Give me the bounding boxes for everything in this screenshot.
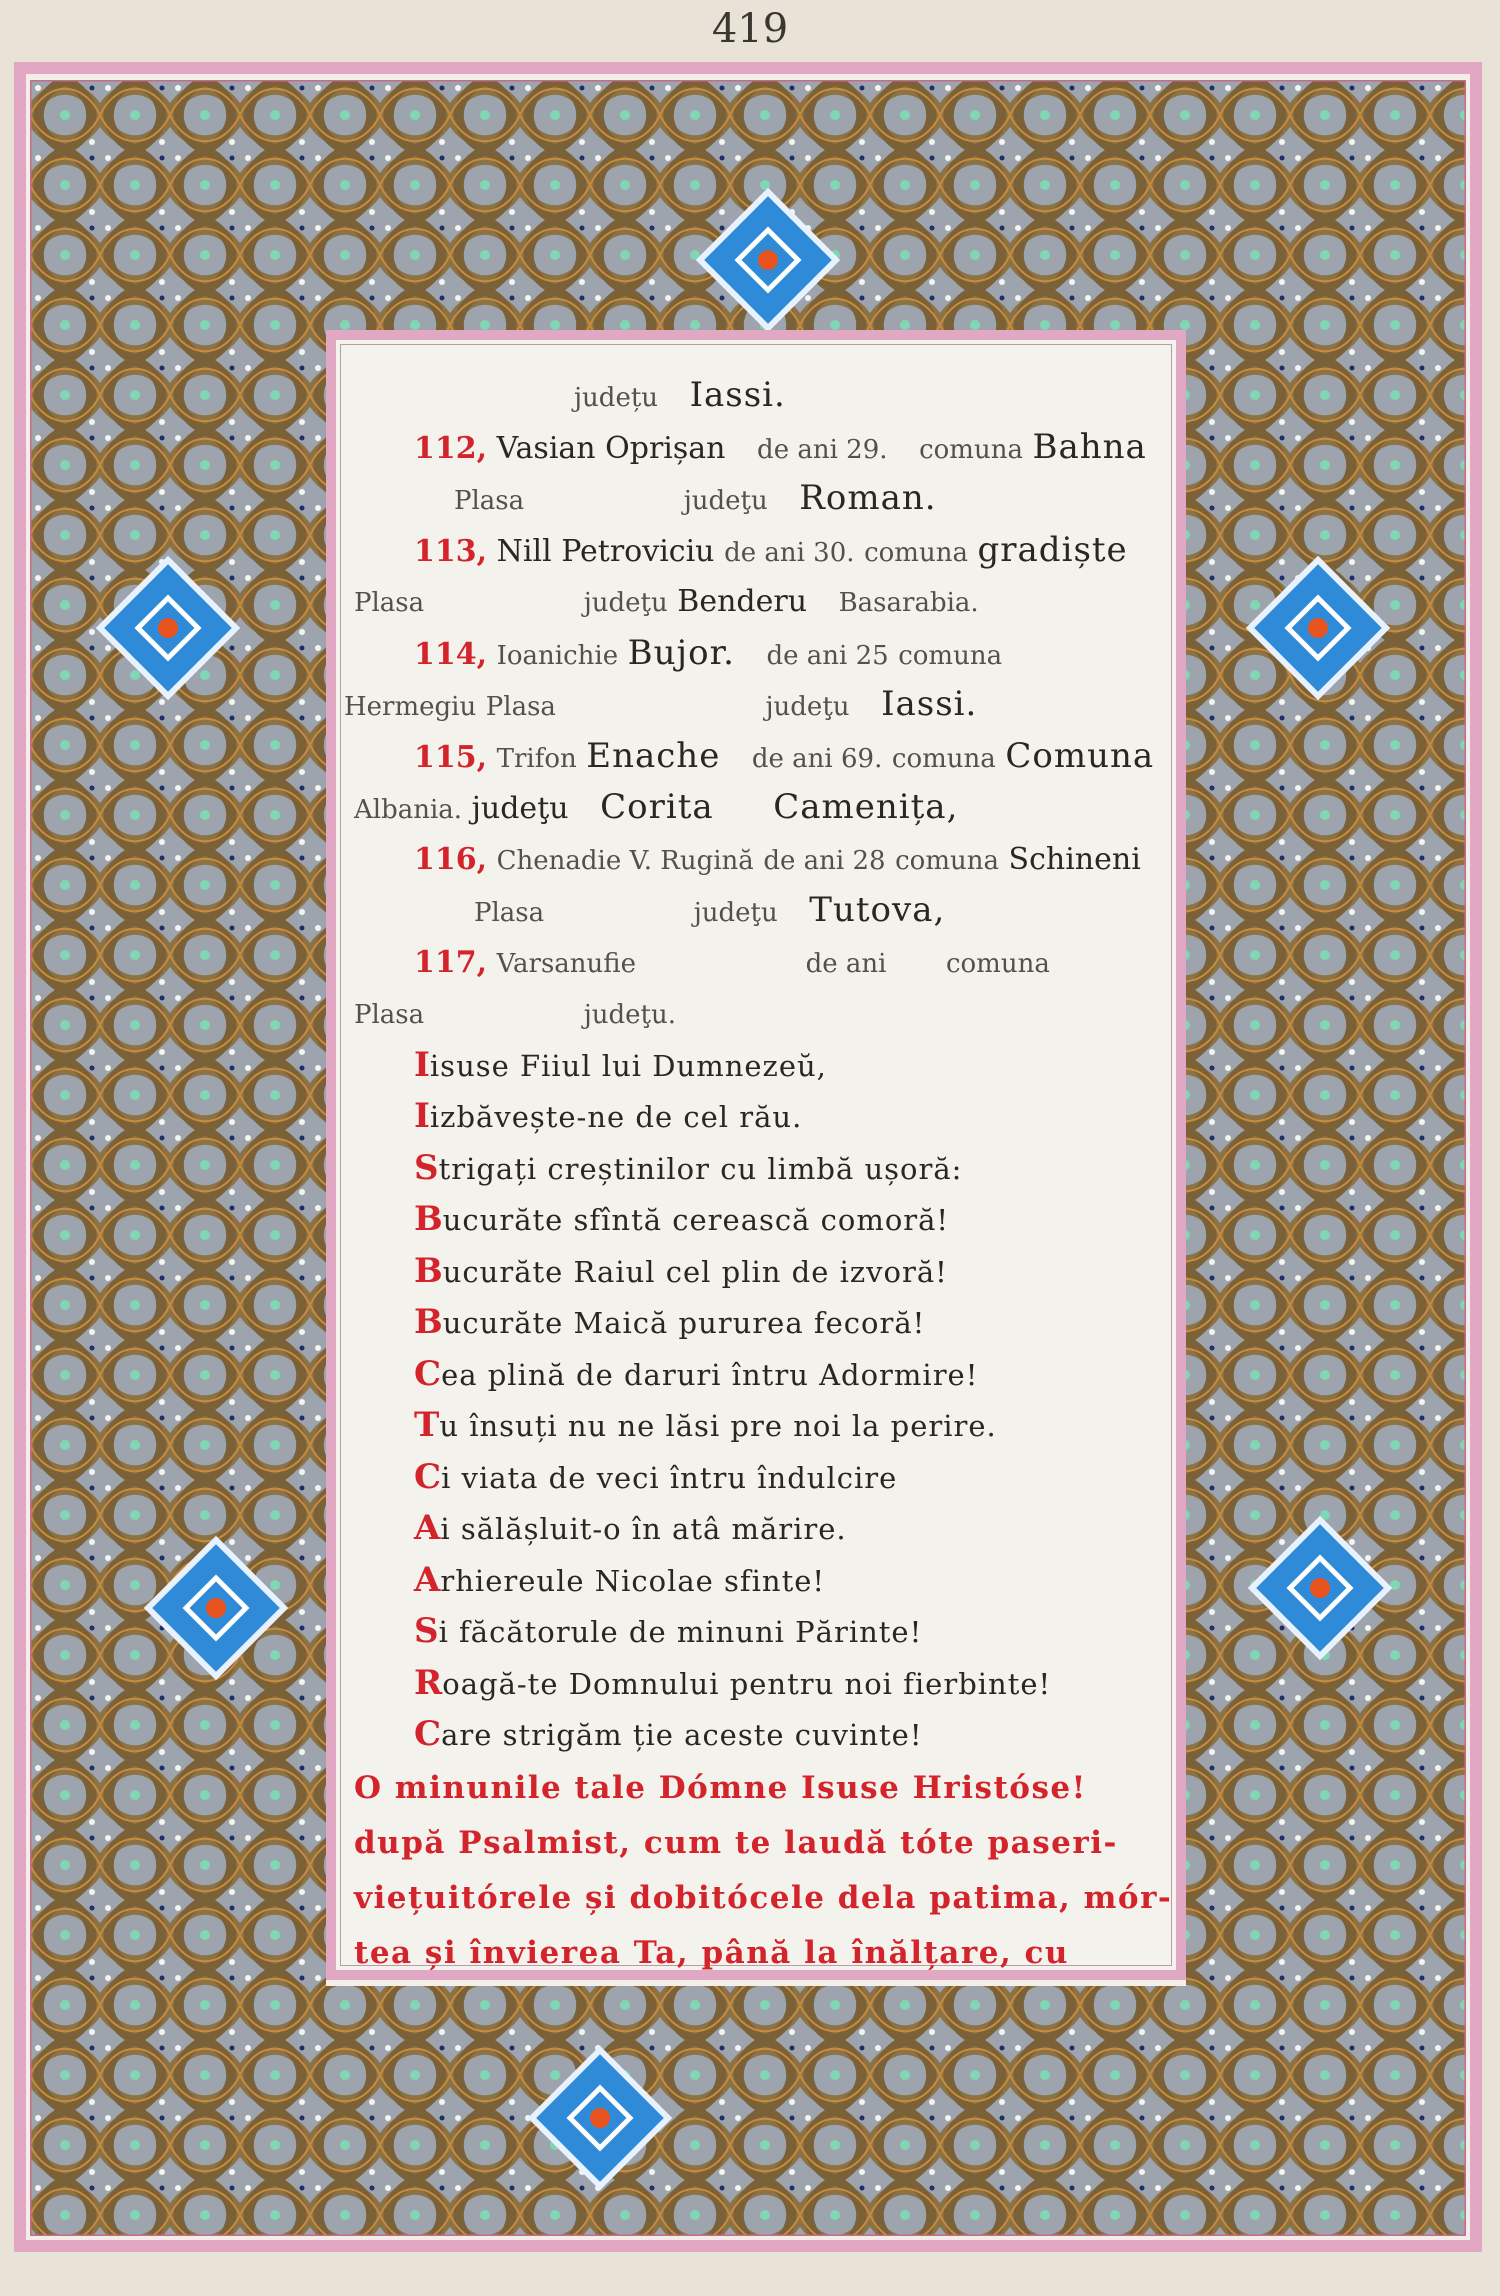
verse-line: Arhiereule Nicolae sfinte! — [354, 1555, 1160, 1607]
entry-115: 115, Trifon Enache de ani 69. comuna Comuna — [354, 731, 1160, 783]
verse-initial: A — [414, 1559, 441, 1600]
text-line: județu Iassi. — [574, 375, 786, 415]
verse-line: Iizbăvește-ne de cel rău. — [354, 1091, 1160, 1143]
text-line: Hermegiu Plasa judeţu Iassi. — [344, 684, 978, 724]
verse-line: Bucurăte Maică pururea fecoră! — [354, 1297, 1160, 1349]
verse-line: Si făcătorule de minuni Părinte! — [354, 1606, 1160, 1658]
entry-113: 113, Nill Petroviciu de ani 30. comuna gradiște — [354, 525, 1160, 577]
verse-initial: I — [414, 1096, 430, 1136]
entry-116: 116, Chenadie V. Rugină de ani 28 comuna Schineni — [354, 834, 1160, 886]
closing-line: tea și învierea Ta, până la înălțare, cu — [354, 1934, 1069, 1971]
verse-initial: S — [414, 1611, 439, 1651]
verse-line: Ci viata de veci întru îndulcire — [354, 1452, 1160, 1504]
verse-line: Bucurăte sfîntă cerească comoră! — [354, 1194, 1160, 1246]
verse-line: Care strigăm ție aceste cuvinte! — [354, 1709, 1160, 1761]
verse-initial: C — [414, 1353, 442, 1394]
verse-line: Iisuse Fiiul lui Dumnezeŭ, — [354, 1040, 1160, 1092]
verse-initial: B — [414, 1199, 443, 1239]
page-number: 419 — [711, 6, 789, 52]
verse-line: Strigați creștinilor cu limbă ușoră: — [354, 1143, 1160, 1195]
verse-initial: R — [414, 1662, 443, 1703]
closing-line: O minunile tale Dómne Isuse Hristóse! — [354, 1769, 1087, 1806]
entry-number: 115, — [414, 739, 488, 775]
entry-112: 112, Vasian Oprișan de ani 29. comuna Bahna — [354, 422, 1160, 474]
entry-number: 117, — [414, 944, 488, 980]
verse-initial: S — [414, 1147, 439, 1188]
verse-initial: A — [414, 1508, 441, 1548]
verse-initial: B — [414, 1250, 443, 1291]
text-line: Plasa judeţu Benderu Basarabia. — [354, 584, 979, 619]
entry-117: 117, Varsanufie de ani comuna — [354, 937, 1160, 989]
entry-number: 116, — [414, 841, 488, 877]
verse-initial: C — [414, 1714, 442, 1754]
text-line: Albania. judeţu Corita Camenița, — [354, 787, 959, 827]
entry-114: 114, Ioanichie Bujor. de ani 25 comuna — [354, 628, 1160, 680]
text-line: Plasa judeţu Roman. — [454, 478, 937, 518]
text-panel — [326, 330, 1186, 1980]
closing-line: viețuitórele și dobitócele dela patima, mór- — [354, 1879, 1173, 1916]
entry-number: 112, — [414, 430, 488, 466]
entry-number: 113, — [414, 533, 488, 569]
verse-line: Ai sălășluit-o în atâ mărire. — [354, 1503, 1160, 1555]
verse-line: Cea plină de daruri întru Adormire! — [354, 1349, 1160, 1401]
verse-line: Bucurăte Raiul cel plin de izvoră! — [354, 1246, 1160, 1298]
closing-line: după Psalmist, cum te laudă tóte paseri- — [354, 1824, 1118, 1861]
verse-initial: I — [414, 1044, 430, 1085]
text-line: Plasa judeţu. — [354, 1000, 676, 1030]
text-line: Plasa judeţu Tutova, — [474, 890, 946, 930]
verse-initial: T — [414, 1405, 440, 1445]
verse-initial: B — [414, 1302, 443, 1342]
verse-line: Tu însuți nu ne lăsi pre noi la perire. — [354, 1400, 1160, 1452]
entry-number: 114, — [414, 636, 488, 672]
verse-line: Roagă-te Domnului pentru noi fierbinte! — [354, 1658, 1160, 1710]
verse-initial: C — [414, 1456, 442, 1497]
